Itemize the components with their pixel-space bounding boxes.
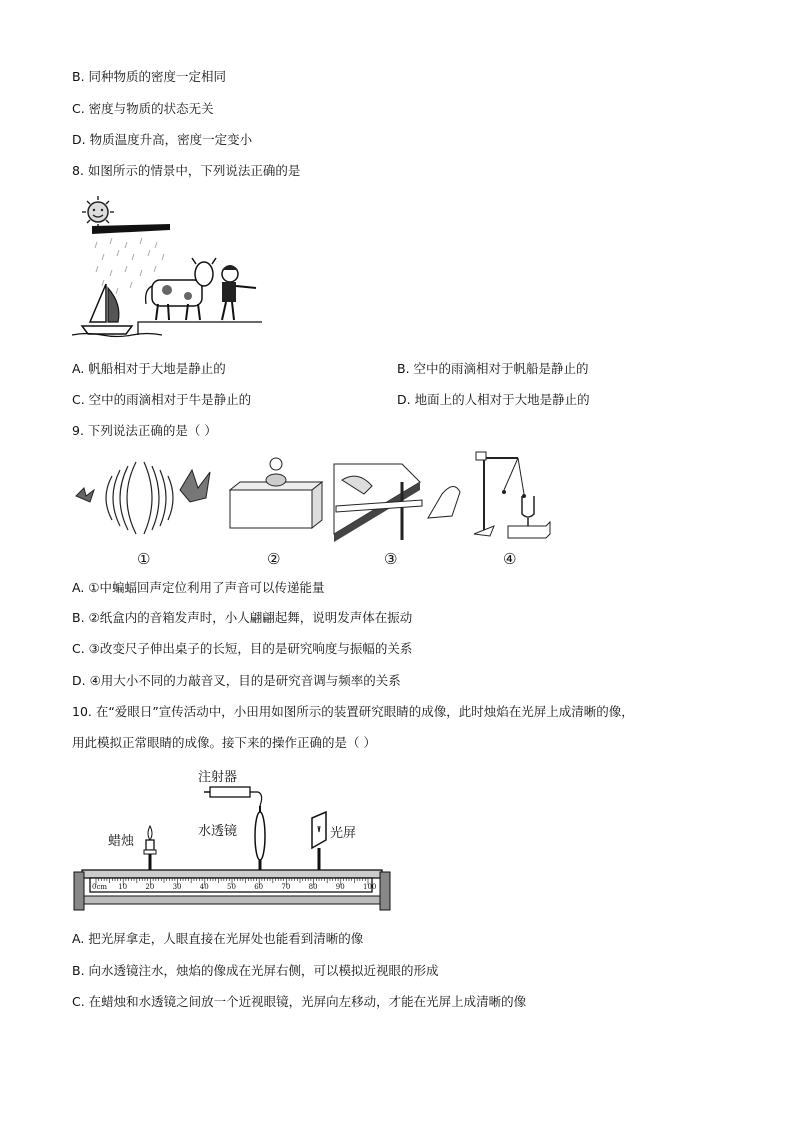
sun-icon — [82, 196, 114, 228]
q8-option-d: D. 地面上的人相对于大地是静止的 — [397, 392, 590, 407]
q10-option-c: C. 在蜡烛和水透镜之间放一个近视眼镜，光屏向左移动，才能在光屏上成清晰的像 — [72, 994, 527, 1009]
q9-option-c: C. ③改变尺子伸出桌子的长短，目的是研究响度与振幅的关系 — [72, 641, 413, 656]
figure-label-2: ② — [267, 550, 281, 568]
q8-option-a: A. 帆船相对于大地是静止的 — [72, 361, 226, 376]
figure-label-4: ④ — [503, 550, 517, 568]
screen-label: 光屏 — [330, 826, 357, 841]
syringe-icon — [204, 787, 262, 806]
bench-tick-label: 100 — [363, 883, 377, 891]
bench-tick-label: 20 — [145, 883, 155, 891]
q9-option-a: A. ①中蝙蝠回声定位利用了声音可以传递能量 — [72, 580, 325, 595]
speaker-box-figure — [230, 458, 322, 528]
bench-tick-label: 0cm — [92, 883, 108, 891]
person-icon — [222, 265, 256, 320]
figure-label-1: ① — [137, 550, 151, 568]
candle-label: 蜡烛 — [108, 834, 135, 849]
q7-option-c: C. 密度与物质的状态无关 — [72, 101, 214, 116]
bench-tick-label: 70 — [281, 883, 291, 891]
figure-label-3: ③ — [384, 550, 398, 568]
bench-tick-label: 50 — [227, 883, 236, 891]
bench-tick-label: 10 — [118, 883, 128, 891]
bench-tick-label: 80 — [308, 883, 318, 891]
screen-icon — [312, 812, 326, 870]
bench-tick-label: 40 — [199, 883, 209, 891]
lens-label: 水透镜 — [198, 824, 238, 839]
ruler-table-figure — [334, 464, 460, 542]
q10-stem-line1: 10. 在“爱眼日”宣传活动中，小田用如图所示的装置研究眼睛的成像，此时烛焰在光屏上成清晰的像， — [72, 704, 634, 719]
q10-option-a: A. 把光屏拿走，人眼直接在光屏处也能看到清晰的像 — [72, 931, 364, 946]
dancer-icon — [270, 458, 282, 470]
q10-option-b: B. 向水透镜注水，烛焰的像成在光屏右侧，可以模拟近视眼的形成 — [72, 963, 439, 978]
q7-option-b: B. 同种物质的密度一定相同 — [72, 69, 227, 84]
sailboat-icon — [82, 284, 132, 334]
syringe-label: 注射器 — [198, 770, 238, 785]
ground-line — [138, 322, 262, 335]
q9-option-b: B. ②纸盒内的音箱发声时，小人翩翩起舞，说明发声体在振动 — [72, 610, 413, 625]
cow-icon — [146, 258, 216, 320]
q8-option-b: B. 空中的雨滴相对于帆船是静止的 — [397, 361, 589, 376]
bench-tick-label: 90 — [335, 883, 345, 891]
bat-echolocation-figure — [76, 462, 210, 534]
hand-icon — [428, 486, 460, 518]
q10-stem-line2: 用此模拟正常眼睛的成像。接下来的操作正确的是（ ） — [72, 735, 376, 750]
bench-tick-label: 60 — [254, 883, 264, 891]
water-lens-icon — [255, 806, 265, 870]
q9-option-d: D. ④用大小不同的力敲音叉，目的是研究音调与频率的关系 — [72, 673, 401, 688]
moth-icon — [76, 488, 94, 502]
bat-icon — [180, 470, 210, 502]
q9-stem: 9. 下列说法正确的是（ ） — [72, 423, 217, 438]
optical-bench-figure — [72, 764, 392, 914]
candle-icon — [144, 826, 156, 870]
q7-option-d: D. 物质温度升高，密度一定变小 — [72, 132, 253, 147]
q8-option-c: C. 空中的雨滴相对于牛是静止的 — [72, 392, 252, 407]
tuning-fork-figure — [474, 452, 550, 538]
q8-stem: 8. 如图所示的情景中，下列说法正确的是 — [72, 163, 301, 178]
q8-scene-figure — [72, 192, 272, 342]
cloud-icon — [92, 224, 170, 234]
q9-figures — [72, 450, 562, 546]
bench-tick-label: 30 — [172, 883, 182, 891]
